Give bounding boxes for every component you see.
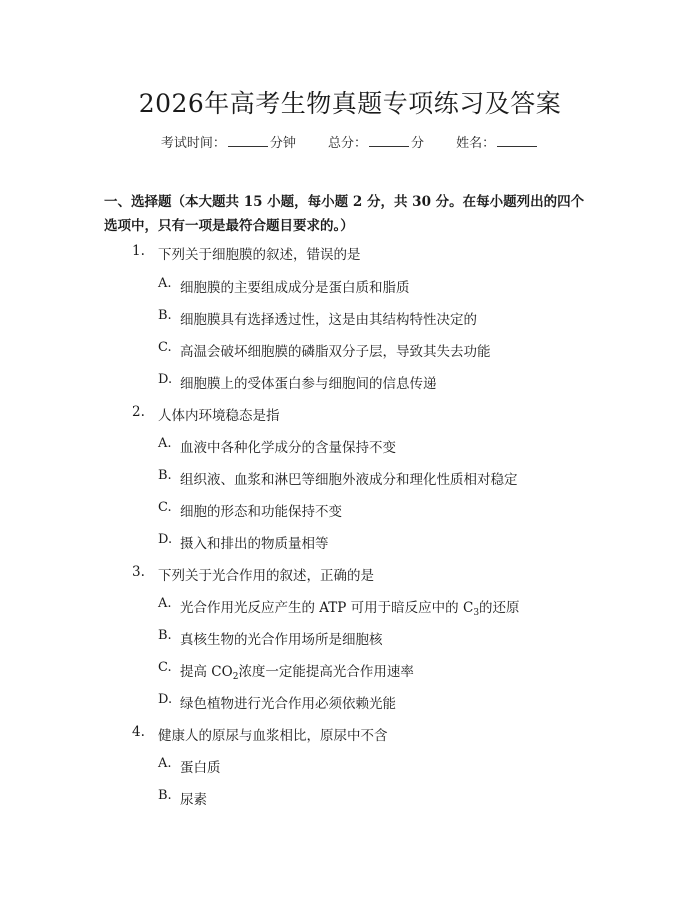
score-unit: 分 [411,136,425,151]
question-number: 1. [132,243,145,259]
total-score-field [328,132,424,151]
question-stem: 人体内环境稳态是指 [158,408,280,424]
score-blank [369,134,409,147]
option-letter: D. [158,532,173,547]
option-text: 组织液、血浆和淋巴等细胞外液成分和理化性质相对稳定 [180,472,518,488]
question-number: 2. [132,404,145,420]
option-letter: D. [158,372,173,387]
option-letter: B. [158,308,172,323]
time-unit: 分钟 [269,136,296,151]
section-heading: 一、选择题（本大题共 15 小题，每小题 2 分，共 30 分。在每小题列出的四个选项中，只有一项是最符合题目要求的。） [104,194,585,234]
option-text: 细胞膜上的受体蛋白参与细胞间的信息传递 [180,376,437,392]
option-text: 尿素 [180,792,207,808]
option-text [180,660,414,682]
option-text: 真核生物的光合作用场所是细胞核 [180,632,383,648]
option-text: 绿色植物进行光合作用必须依赖光能 [180,696,396,712]
option-text: 血液中各种化学成分的含量保持不变 [180,440,396,456]
option-text: 摄入和排出的物质量相等 [180,536,329,552]
option-letter: A. [158,756,172,771]
exam-info-line [0,132,700,151]
question-number: 3. [132,564,145,580]
option-text-part: 提高 CO [180,664,233,680]
option-text: 细胞的形态和功能保持不变 [180,504,342,520]
option-letter: A. [158,436,172,451]
option-letter: C. [158,660,172,675]
question-number: 4. [132,724,145,740]
option-text-part: 光合作用光反应产生的 ATP 可用于暗反应中的 C [180,600,474,616]
option-letter: C. [158,340,172,355]
option-text: 细胞膜具有选择透过性，这是由其结构特性决定的 [180,312,477,328]
option-letter: C. [158,500,172,515]
exam-time-field [161,132,296,151]
option-letter: A. [158,276,172,291]
subscript: 2 [232,672,239,682]
name-label: 姓名： [456,136,496,151]
score-label: 总分： [327,136,367,151]
name-blank [497,134,537,147]
option-letter: B. [158,628,172,643]
question-stem: 健康人的原尿与血浆相比，原尿中不含 [158,728,388,744]
option-text-part: 浓度一定能提高光合作用速率 [238,664,414,680]
page-title: 2026年高考生物真题专项练习及答案 [138,89,562,118]
option-letter: D. [158,692,173,707]
option-letter: B. [158,468,172,483]
option-letter: B. [158,788,172,803]
student-name-field [456,132,539,151]
option-text: 高温会破坏细胞膜的磷脂双分子层，导致其失去功能 [180,344,491,360]
option-letter: A. [158,596,172,611]
question-stem: 下列关于光合作用的叙述，正确的是 [158,568,374,584]
question-stem: 下列关于细胞膜的叙述，错误的是 [158,247,361,263]
option-text: 蛋白质 [180,760,221,776]
time-blank [228,134,268,147]
option-text [180,596,520,618]
time-label: 考试时间： [160,136,226,151]
subscript: 3 [473,608,480,618]
option-text: 细胞膜的主要组成成分是蛋白质和脂质 [180,280,410,296]
option-text-part: 的还原 [479,600,520,616]
